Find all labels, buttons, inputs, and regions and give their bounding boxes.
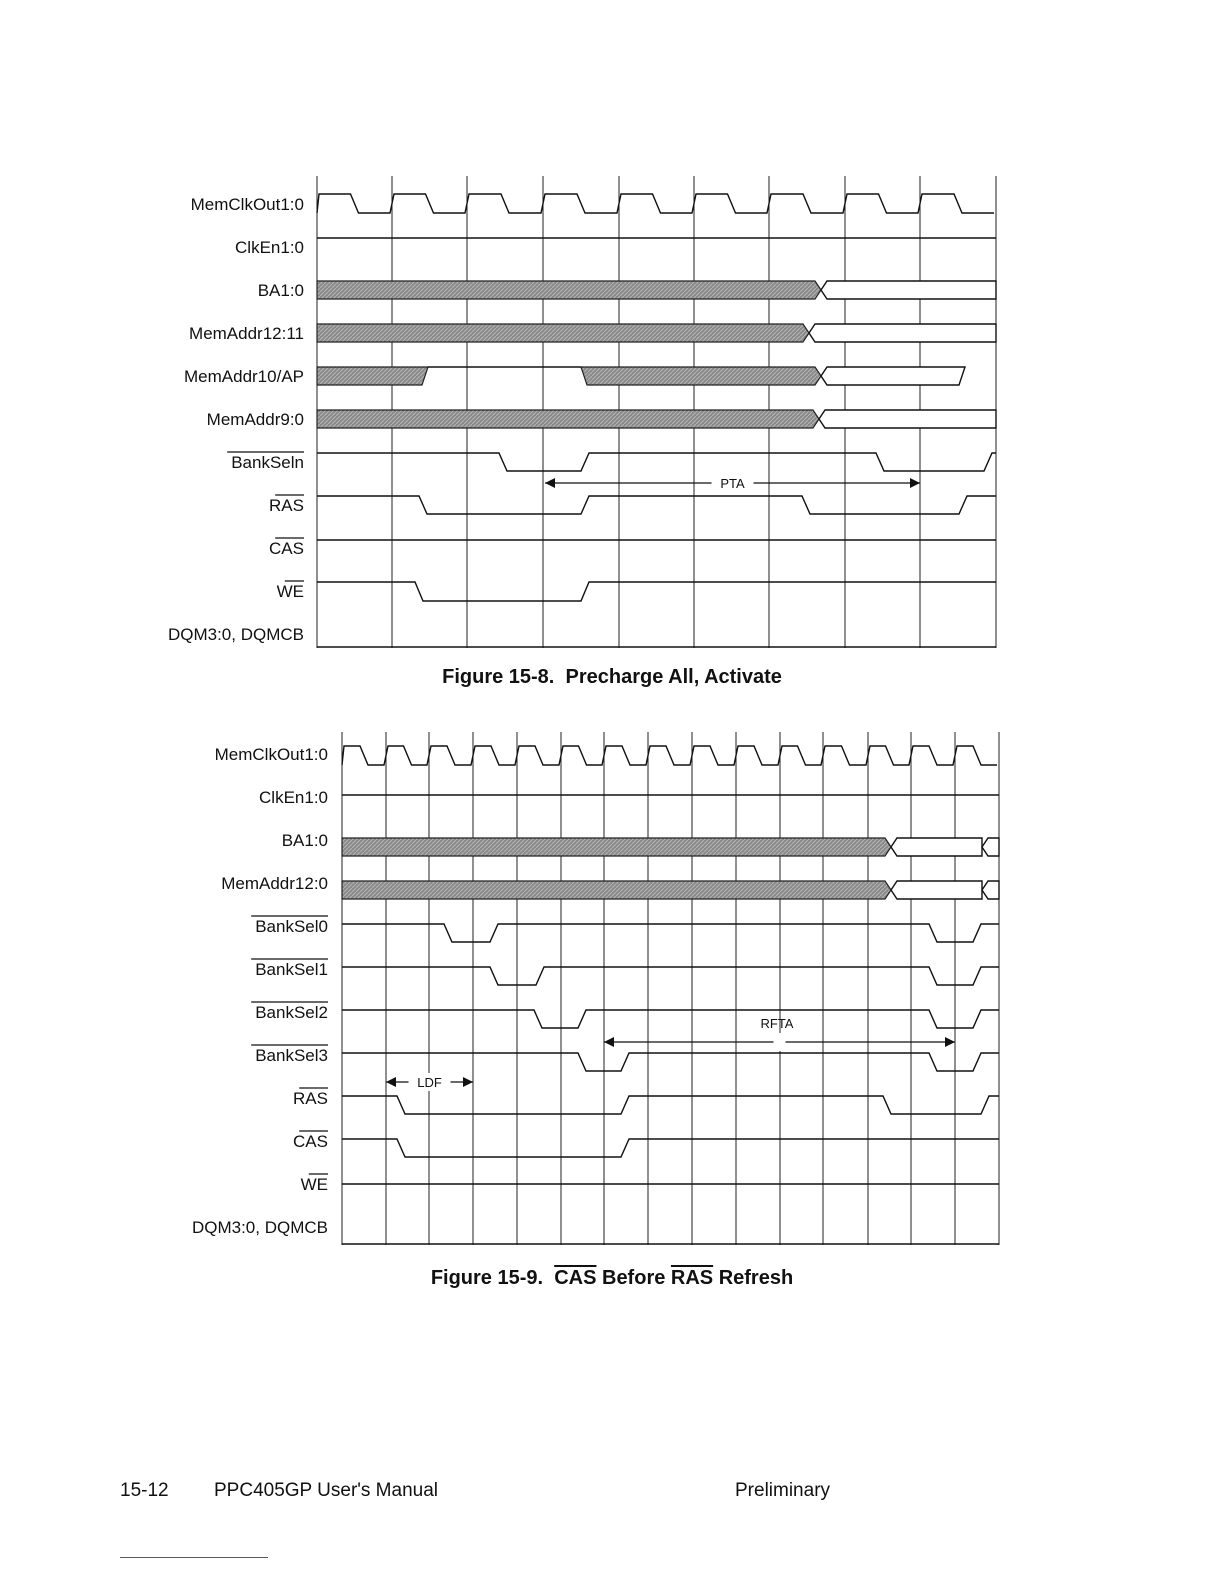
signal-label: ClkEn1:0 — [235, 238, 304, 257]
memaddr9-0-bus-invalid — [317, 410, 819, 428]
timing-diagram-precharge-all-activate — [0, 0, 1224, 660]
pta-arrow-label: PTA — [720, 476, 745, 491]
memaddr12-11-bus-valid — [809, 324, 996, 342]
timing-diagram-cas-before-ras-refresh — [0, 700, 1224, 1300]
memaddr-bus-next — [982, 881, 999, 899]
signal-label: MemClkOut1:0 — [190, 195, 304, 214]
we-wave — [317, 582, 996, 601]
pta-arrow-arrowhead-right — [910, 478, 920, 488]
banksel0-wave — [342, 924, 999, 942]
title-cas: $\overline{CAS}$ — [554, 1267, 597, 1289]
signal-label: BankSel3 — [255, 1046, 328, 1065]
memaddr10-invalid-2 — [581, 367, 821, 385]
clock-gridlines — [342, 732, 999, 1245]
banksel3-wave — [342, 1053, 999, 1071]
signal-label: MemAddr12:0 — [221, 874, 328, 893]
ba-bus-invalid — [342, 838, 891, 856]
signal-label: MemClkOut1:0 — [214, 745, 328, 764]
signal-label: BA1:0 — [281, 831, 328, 850]
banksel2-wave — [342, 1010, 999, 1028]
title-ras: $\overline{RAS}$ — [670, 1267, 714, 1289]
memaddr10-invalid-1 — [317, 367, 428, 385]
ldf-arrow-label: LDF — [417, 1075, 442, 1090]
signal-label: DQM3:0, DQMCB — [167, 625, 304, 644]
banksel1-wave — [342, 967, 999, 985]
signal-label: BankSel1 — [255, 960, 328, 979]
signal-label: MemAddr12:11 — [189, 324, 304, 343]
memclkout-wave — [317, 194, 994, 213]
ba-bus-valid — [891, 838, 982, 856]
signal-label: BA1:0 — [257, 281, 304, 300]
ldf-arrow-arrowhead-right — [463, 1077, 473, 1087]
title-before: Before — [596, 1267, 671, 1289]
signal-waveforms — [342, 746, 999, 1244]
signal-label: RAS — [293, 1089, 328, 1108]
ba-bus-invalid — [317, 281, 821, 299]
title-refresh: Refresh — [713, 1267, 794, 1289]
signal-label: WE — [276, 582, 304, 601]
signal-labels — [168, 195, 304, 644]
figure-caption-15-8 — [0, 666, 1224, 689]
ba-bus-next — [982, 838, 999, 856]
signal-labels — [192, 745, 328, 1237]
memaddr-bus-valid — [891, 881, 982, 899]
ras-wave — [317, 496, 996, 514]
rfta-arrow-arrowhead-right — [945, 1037, 955, 1047]
ras-wave — [342, 1096, 999, 1114]
timing-annotations — [545, 474, 920, 492]
memclkout-wave — [342, 746, 997, 765]
figure-number: Figure 15-9. — [430, 1267, 544, 1289]
signal-label: BankSel0 — [255, 917, 328, 936]
memaddr10-valid — [821, 367, 965, 385]
pta-arrow-arrowhead-left — [545, 478, 555, 488]
signal-label: MemAddr10/AP — [184, 367, 304, 386]
ldf-arrow-arrowhead-left — [386, 1077, 396, 1087]
page-number: 15-12 — [120, 1480, 169, 1501]
signal-label: CAS — [269, 539, 304, 558]
cas-wave — [342, 1139, 999, 1157]
rfta-arrow-label-bg — [774, 1033, 786, 1051]
memaddr-bus-invalid — [342, 881, 891, 899]
memaddr9-0-bus-valid — [819, 410, 996, 428]
figure-number: Figure 15-8. — [442, 666, 555, 688]
bankseln-wave — [317, 453, 996, 471]
signal-label: MemAddr9:0 — [206, 410, 304, 429]
signal-waveforms — [317, 194, 996, 647]
signal-label: CAS — [293, 1132, 328, 1151]
memaddr12-11-bus-invalid — [317, 324, 809, 342]
figure-caption-15-9 — [0, 1267, 1224, 1290]
document-status: Preliminary — [735, 1480, 831, 1501]
ba-bus-valid — [821, 281, 996, 299]
footer-rule — [120, 1557, 268, 1558]
signal-label: DQM3:0, DQMCB — [191, 1218, 328, 1237]
figure-title: Precharge All, Activate — [565, 666, 782, 688]
signal-label: RAS — [269, 496, 304, 515]
manual-title: PPC405GP User's Manual — [214, 1480, 438, 1501]
signal-label: BankSeln — [231, 453, 304, 472]
signal-label: WE — [300, 1175, 328, 1194]
rfta-arrow-arrowhead-left — [604, 1037, 614, 1047]
signal-label: BankSel2 — [255, 1003, 328, 1022]
rfta-label: RFTA — [760, 1016, 794, 1031]
signal-label: ClkEn1:0 — [259, 788, 328, 807]
